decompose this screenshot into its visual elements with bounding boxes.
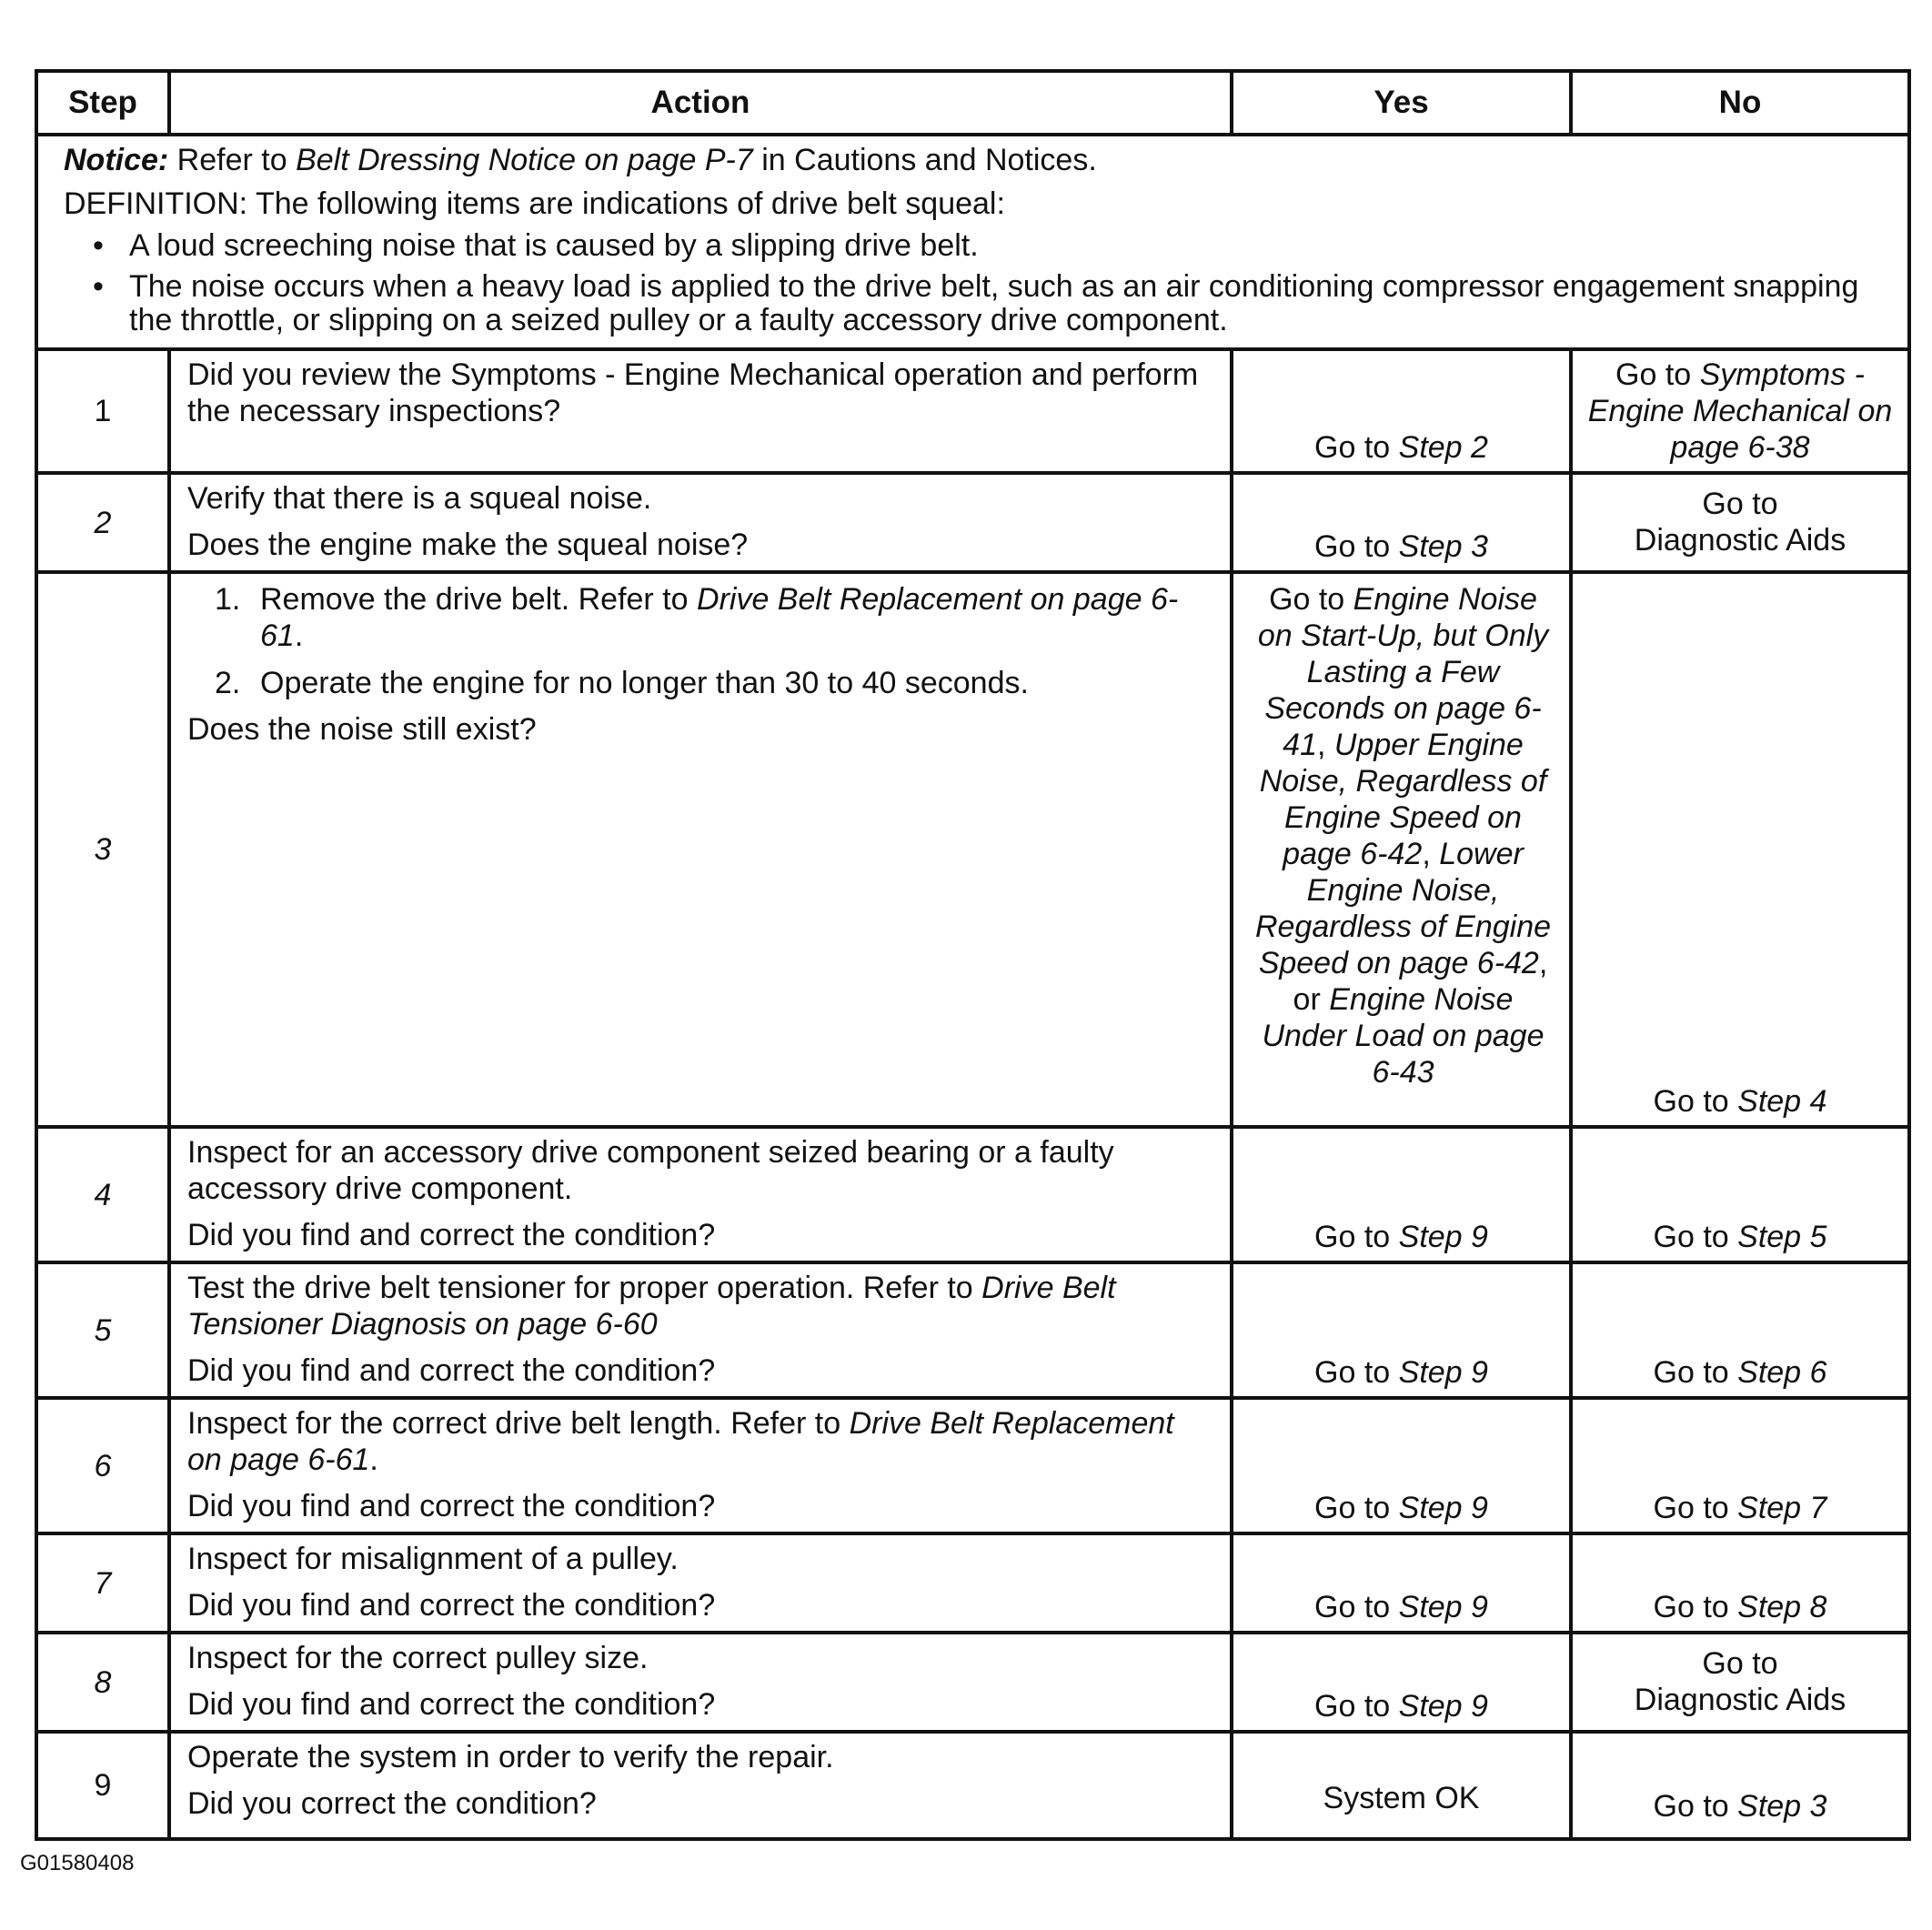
step-action (169, 1398, 1232, 1533)
definition-item (65, 270, 1891, 337)
header-no: No (1571, 71, 1909, 135)
action-question: Did you find and correct the condition? (187, 1687, 716, 1722)
action-text: Inspect for the correct pulley size. (187, 1641, 649, 1675)
step-action (169, 1127, 1232, 1262)
step-row-5 (36, 1262, 1909, 1398)
yes-result: Go to Step 9 (1232, 1398, 1571, 1533)
definition-text: DEFINITION: The following items are indications of drive belt squeal: (64, 186, 1005, 221)
step-number: 1 (36, 349, 169, 473)
yes-result: Go to Step 9 (1232, 1127, 1571, 1262)
step-row-8 (36, 1633, 1909, 1732)
bullet-icon: • (93, 228, 104, 263)
notice-cell (36, 135, 1909, 349)
definition-item-text: A loud screeching noise that is caused by a slipping drive belt. (129, 228, 979, 263)
step-row-9 (36, 1732, 1909, 1839)
yes-result (1232, 572, 1571, 1127)
notice-text-end: in Cautions and Notices. (752, 143, 1097, 177)
header-action: Action (169, 71, 1232, 135)
step-number: 4 (36, 1127, 169, 1262)
yes-result: Go to Step 9 (1232, 1262, 1571, 1398)
step-action (169, 473, 1232, 572)
action-text: Test the drive belt tensioner for proper operation. Refer to Drive Belt Tensioner Diagnosis on page 6-60 (187, 1271, 1116, 1342)
no-result: Go to Step 5 (1571, 1127, 1909, 1262)
header-step: Step (36, 71, 169, 135)
substep-list (187, 581, 1213, 701)
no-result: Go to Diagnostic Aids (1571, 473, 1909, 572)
action-text: Inspect for misalignment of a pulley. (187, 1542, 679, 1576)
definition-item (65, 229, 1891, 263)
yes-result-text: Go to Engine Noise on Start-Up, but Only Lasting a Few Seconds on page 6-41, Upper Engine Noise, Regardless of Engine Speed on page 6-42, Lower Engine Noise, Regardless of Engine Speed on page 6-42, or Engine Noise Under Load on page 6-43 (1254, 582, 1552, 1090)
step-row-2 (36, 473, 1909, 572)
step-number: 8 (36, 1633, 169, 1732)
step-number: 9 (36, 1732, 169, 1839)
step-action (169, 572, 1232, 1127)
yes-result: Go to Step 3 (1232, 473, 1571, 572)
step-action (169, 1262, 1232, 1398)
no-result: Go to Symptoms - Engine Mechanical on page 6-38 (1571, 349, 1909, 473)
action-text: Verify that there is a squeal noise. (187, 481, 652, 516)
step-action (169, 349, 1232, 473)
no-result: Go to Step 3 (1571, 1732, 1909, 1839)
no-result: Go to Step 8 (1571, 1533, 1909, 1633)
notice-text: Refer to (168, 143, 297, 177)
action-question: Did you find and correct the condition? (187, 1489, 716, 1523)
action-question: Does the engine make the squeal noise? (187, 528, 749, 562)
yes-result: Go to Step 2 (1232, 349, 1571, 473)
action-text: Inspect for an accessory drive component seized bearing or a faulty accessory drive component. (187, 1135, 1114, 1206)
step-row-7 (36, 1533, 1909, 1633)
step-row-3 (36, 572, 1909, 1127)
header-yes: Yes (1232, 71, 1571, 135)
yes-result: System OK (1232, 1732, 1571, 1839)
definition-item-text: The noise occurs when a heavy load is applied to the drive belt, such as an air conditioning compressor engagement snapping the throttle, or slipping on a seized pulley or a faulty accessory drive component. (129, 269, 1859, 337)
action-question: Did you find and correct the condition? (187, 1218, 716, 1252)
action-question: Did you correct the condition? (187, 1786, 597, 1821)
step-number: 6 (36, 1398, 169, 1533)
action-question: Did you find and correct the condition? (187, 1353, 716, 1388)
yes-result: Go to Step 9 (1232, 1533, 1571, 1633)
no-result: Go to Step 7 (1571, 1398, 1909, 1533)
bullet-icon: • (93, 269, 104, 304)
step-number: 5 (36, 1262, 169, 1398)
substep-item: 2. Operate the engine for no longer than 30 to 40 seconds. (215, 666, 1029, 700)
step-number: 3 (36, 572, 169, 1127)
notice-row (36, 135, 1909, 349)
step-row-1 (36, 349, 1909, 473)
notice-label: Notice: (64, 143, 169, 177)
no-result: Go to Step 6 (1571, 1262, 1909, 1398)
action-text: Did you review the Symptoms - Engine Mechanical operation and perform the necessary inspections? (187, 357, 1199, 428)
action-question: Did you find and correct the condition? (187, 1588, 716, 1623)
no-result: Go to Step 4 (1571, 572, 1909, 1127)
action-question: Does the noise still exist? (187, 712, 537, 747)
step-action (169, 1732, 1232, 1839)
definition-list (65, 229, 1891, 337)
figure-id: G01580408 (20, 1851, 135, 1875)
step-number: 7 (36, 1533, 169, 1633)
step-row-6 (36, 1398, 1909, 1533)
notice-reference: Belt Dressing Notice on page P-7 (296, 143, 753, 177)
step-number: 2 (36, 473, 169, 572)
substep-item: 1. Remove the drive belt. Refer to Drive Belt Replacement on page 6-61. (215, 582, 1179, 653)
notice-line (64, 142, 1891, 178)
step-action (169, 1533, 1232, 1633)
action-text: Operate the system in order to verify the repair. (187, 1740, 834, 1774)
yes-result: Go to Step 9 (1232, 1633, 1571, 1732)
step-row-4 (36, 1127, 1909, 1262)
action-text: Inspect for the correct drive belt length. Refer to Drive Belt Replacement on page 6-61. (187, 1406, 1174, 1477)
diagnostic-table (35, 69, 1911, 1841)
header-row (36, 71, 1909, 135)
step-action (169, 1633, 1232, 1732)
no-result: Go to Diagnostic Aids (1571, 1633, 1909, 1732)
